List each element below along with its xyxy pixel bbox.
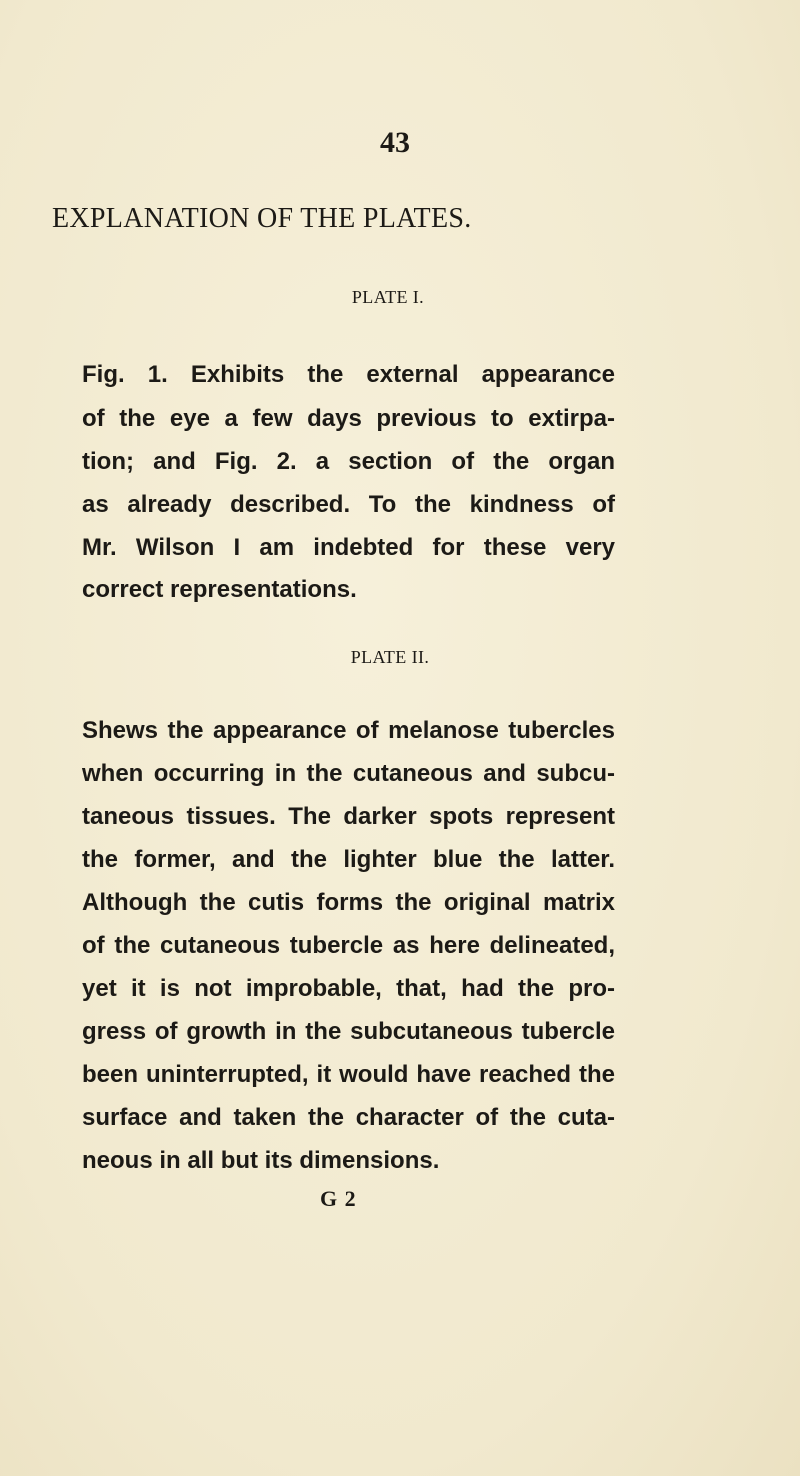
signature-mark: G 2 bbox=[320, 1186, 357, 1211]
plate-2-text-line: been uninterrupted, it would have reached the bbox=[82, 1061, 615, 1088]
page-title: EXPLANATION OF THE PLATES. bbox=[52, 203, 472, 234]
plate-2-text-line: of the cutaneous tubercle as here delineated, bbox=[82, 932, 615, 959]
plate-1-text-line: tion; and Fig. 2. a section of the organ bbox=[82, 448, 615, 475]
plate-2-text-line: neous in all but its dimensions. bbox=[82, 1147, 440, 1174]
page-number: 43 bbox=[380, 126, 410, 159]
plate-2-text-line: when occurring in the cutaneous and subcu- bbox=[82, 760, 615, 787]
plate-2-text-line: the former, and the lighter blue the latter. bbox=[82, 846, 615, 873]
plate-2-text-line: surface and taken the character of the cuta- bbox=[82, 1104, 615, 1131]
plate-2-heading: PLATE II. bbox=[350, 647, 430, 667]
plate-2-text-line: Although the cutis forms the original matrix bbox=[82, 889, 615, 916]
plate-1-text-line: Mr. Wilson I am indebted for these very bbox=[82, 534, 615, 561]
plate-1-text-line: as already described. To the kindness of bbox=[82, 491, 615, 518]
plate-2-text-line: gress of growth in the subcutaneous tubercle bbox=[82, 1018, 615, 1045]
plate-2-text-line: Shews the appearance of melanose tubercles bbox=[82, 717, 615, 744]
plate-1-text-line: Fig. 1. Exhibits the external appearance bbox=[82, 361, 615, 388]
plate-1-text-line: correct representations. bbox=[82, 576, 357, 603]
plate-2-text-line: yet it is not improbable, that, had the pro- bbox=[82, 975, 615, 1002]
plate-1-heading: PLATE I. bbox=[351, 287, 425, 307]
plate-2-text-line: taneous tissues. The darker spots represent bbox=[82, 803, 615, 830]
plate-1-text-line: of the eye a few days previous to extirpa- bbox=[82, 405, 615, 432]
